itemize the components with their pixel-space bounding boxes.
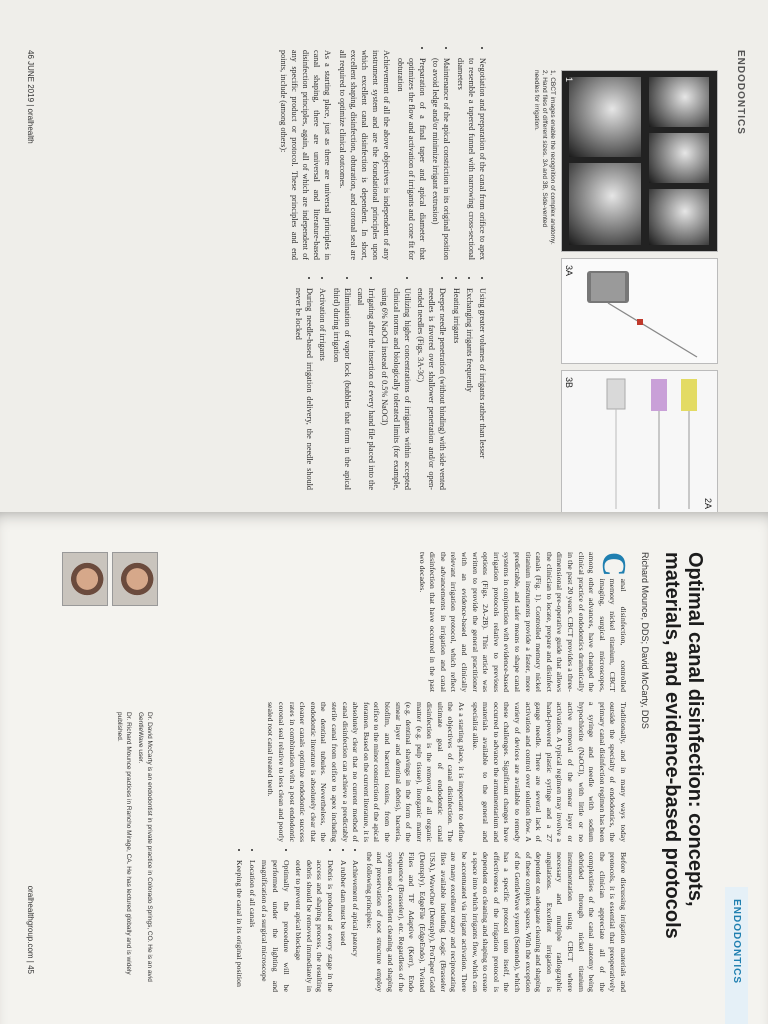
right-column-2 (262, 702, 628, 842)
endodontic-file-illustration (562, 259, 717, 363)
list-item: • Heating irrigants (450, 288, 461, 490)
article-title: Optimal canal disinfection: concepts, materials, and evidence-based protocols (661, 552, 706, 939)
page-folio: 46 JUNE 2019 | oralhealth (26, 50, 35, 144)
left-column-2 (291, 280, 488, 490)
drop-cap: C (595, 552, 632, 577)
figure-caption: 1, CBCT images enable the recognition of complex anatomy. 2, Hand files of different sizes. 3A and 3B, Side-vented needles for irrigation. (533, 70, 556, 245)
list-item: • Utilizing higher concentrations of irrigants within accepted clinical norms and biologically tolerated limits (for example, using 6% NaOCl instead of 0.5% NaOCl) (379, 288, 413, 490)
paragraph: As a starting place, just as there are universal principles in canal shaping, there are universal and literature-based disinfection principles, again, all of which are independent of any specific product or protocol. These principles and end points, include (among others): (278, 50, 333, 260)
list-item: • Irrigating after the insertion of every hand file placed into the canal (355, 288, 377, 490)
list-item: • Deeper needle penetration (without binding) with side vented needles is favored over shallower penetration and/or open-ended needles (Figs. 3A-3C) (415, 288, 449, 490)
paragraph: Traditionally, and in many ways today outside the specialty of endodontics, the primary canal disinfection regimen has been a syringe and needle with sodium hypochlorite (NaOCl), with little or no active removal of the smear layer or activation. A typical regimen may involve a hand-powered plastic syringe and a 27 gauge needle. There are several lack of activation and control over solution flow. A variety of devices are available to remedy these challenges. Significant changes have occurred to advance the armamentarium and materials available to the general and specialist alike. (470, 702, 628, 842)
left-body-text (88, 50, 488, 490)
section-tag: ENDODONTICS (735, 50, 746, 135)
author-bio: Dr. Richard Mounce practices in Rancho Mirage, CA. He has lectured globally and is widely published. (116, 712, 132, 975)
page-folio: oralhealthgroup.com | 45 (26, 885, 35, 974)
needle-figure (561, 370, 718, 512)
paragraph: Achievement of all the above objectives is independent of any instrument system and are the foundational principles upon which excellent canal disinfection is dependent. In short, excellent shaping, disinfection, obturation, and coronal seal are all required to optimize clinical outcomes. (337, 50, 392, 260)
list-item: • Preparation of a final taper and apical diameter that optimizes the flow and activation of irrigants and cone fit for obturation (394, 58, 428, 260)
needle-illustration (562, 371, 717, 512)
paragraph: Before discussing irrigation materials and protocols, it is essential that preoperatively the clinician appreciate all of the complexities of the canal anatomy being debrided through nickel titanium instrumentation using CBCT where necessary and multiple radiographic angulations. Excellent irrigation is dependent on adequate cleaning and shaping of these complex spaces. With the exception of the GentleWave system (Sonendo), which has a specific protocol unto itself, the effectiveness of the irrigation protocol is dependent on cleaning and shaping to create a space into which irrigants flow, which can be accentuated via irrigant activation. There are many excellent rotary and reciprocating files available including Logic (Brasseler USA), WaveOne (Dentsply), ProTaper Gold (Dentsply), EdgeFile (EdgeEndo), Twisted Files and TF Adaptive (Kerr), Endo Sequence (Brasseler), etc. Regardless of the system used, excellent cleaning and shaping and preservation of root structure employ the following principles: (364, 852, 628, 992)
list-item: • Keeping the canal in its original position (234, 860, 245, 992)
list-item: • Elimination of vapor lock (bubbles that form in the apical third) during irrigation (330, 288, 352, 490)
hand-file-figure (561, 258, 718, 364)
figure-number: 3A (564, 265, 574, 277)
right-column-3 (232, 852, 628, 992)
page-45 (0, 512, 768, 1024)
paragraph: anal disinfection, controlled memory nickel titanium, CBCT imaging, surgical microscopes, among other advances, have changed the clinical practice of endodontics dramatically in the past 20 years. CBCT provides a three-dimensional pre-operative guide that allows the clinician to locate, prepare and disinfect canals (Fig. 1). Controlled memory nickel titanium instruments provide a faster, more predictable, and safer means to shape canal systems in conjunction with evidence-based irrigation protocols relative to previous options (Figs. 2A-2B). This article was written to provide the general practitioner with an evidence-based and clinically relevant irrigation protocol, which reflect the advancements in irrigation and canal disinfection that have occurred in the past two decades. (417, 552, 628, 692)
list-item: • Using greater volumes of irrigants rather than lesser (477, 288, 488, 490)
list-item: • Maintenance of the apical constriction in its original position (to avoid ledge and/or minimize irrigant extrusion) (430, 58, 452, 260)
author-photos (58, 552, 158, 702)
list-item: • Optimally the procedure will be performed under the lighting and magnification of a surgical microscope (259, 860, 291, 992)
author-bios (111, 712, 153, 992)
left-column-1 (274, 50, 488, 260)
list-item: • Exchanging irrigants frequently (464, 288, 475, 490)
list-item: • Activation of irrigants (317, 288, 328, 490)
list-item: • Location of all canals (246, 860, 257, 992)
article-authors: Richard Mounce, DDS; David McCarty, DDS (640, 552, 650, 729)
list-item: • Achievement of apical patency (350, 860, 361, 992)
author-photo (62, 552, 108, 606)
list-item: • A rubber dam must be used (337, 860, 348, 992)
right-column-1 (413, 552, 632, 692)
cbct-figure (561, 70, 718, 252)
author-photo (112, 552, 158, 606)
section-tag: ENDODONTICS (725, 887, 748, 1024)
figure-strip (563, 70, 718, 512)
figure-number: 1 (564, 77, 574, 83)
figure-number: 3B (564, 377, 574, 389)
right-body-text (168, 552, 632, 992)
author-bio: Dr. David McCarty is an endodontist in private practice in Colorado Springs, CO. He is an avid GentleWave user. (137, 712, 153, 982)
list-item: • During needle-based irrigation delivery, the needle should never be locked (293, 288, 315, 490)
list-item: • Debris is produced at every stage in the access and shaping process, the resulting debris should be removed immediately in order to prevent apical blockage (293, 860, 335, 992)
paragraph: As a starting place, it is important to define the objectives of canal disinfection. The ultimate goal of endodontic canal disinfection is the removal of all organic matter (e.g. pulp tissue), inorganic matter (e.g. dentinal shavings in the form of the smear layer and dentinal debris), bacteria, biofilm, and bacterial toxins, from the orifice to the minor constriction of the apical foramen. Based on the current literature, it is absolutely clear that no current method of canal disinfection can achieve a predictably sterile canal from orifice to apex including the dentinal tubules. Nevertheless, the endodontic literature is absolutely clear that cleaner canals optimize endodontic success rates in combination with a post endodontic coronal seal relative to less clean and poorly sealed root canal treated teeth. (266, 702, 467, 842)
list-item: • Negotiation and preparation of the canal from orifice to apex to resemble a tapered funnel with narrowing cross-sectional diameters (454, 58, 488, 260)
figure-number: 2A (703, 497, 713, 509)
